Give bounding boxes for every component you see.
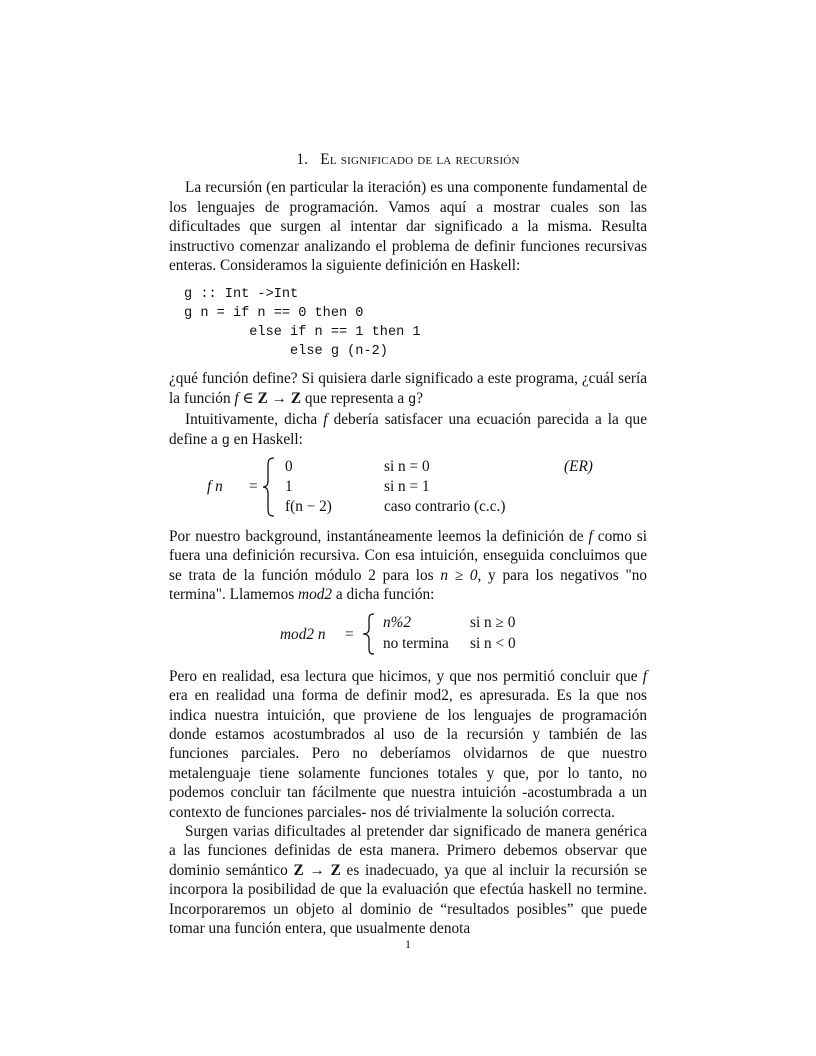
equals-sign: = — [249, 478, 258, 496]
math-f: f — [323, 411, 328, 429]
text-span: Por nuestro background, instantáneamente leemos la definición de — [169, 528, 589, 546]
paragraph-difficulties — [169, 822, 647, 938]
case-condition: si n = 1 — [384, 478, 430, 496]
text-span: como si fuera una definición recursiva. Con esa intuición, enseguida concluimos que se trata de la función módulo 2 para los — [169, 528, 647, 584]
case-value: n%2 — [383, 613, 412, 631]
math-arrow: → — [303, 861, 331, 879]
paragraph-intro: La recursión (en particular la iteración) es una componente fundamental de los lenguajes de programación. Vamos aquí a mostrar cuales son las dificultades que surgen al intentar dar significado a la misma. Resulta instructivo comenzar analizando el problema de definir funciones recursivas enteras. Consideramos la siguiente definición en Haskell: — [169, 179, 647, 275]
paragraph-reality — [169, 667, 647, 822]
equation-mod2 — [169, 613, 647, 657]
equation-lhs: mod2 n — [280, 625, 326, 643]
paragraph-background — [169, 527, 647, 605]
math-mod2: mod2 — [298, 586, 333, 604]
text-span: debería satisfacer una ecuación parecida a la que define a — [169, 411, 647, 448]
section-title: El significado de la recursión — [320, 151, 520, 168]
math-integers: Z — [257, 389, 268, 407]
case-condition: si n = 0 — [384, 458, 430, 476]
math-integers: Z — [330, 861, 341, 879]
code-line: else g (n-2) — [184, 344, 388, 360]
equation-er — [169, 457, 647, 519]
case-condition: si n < 0 — [470, 634, 516, 652]
text-span: es inadecuado, ya que al incluir la recursión se incorpora la posibilidad de que la evaluación que efectúa haskell no termine. Incorporaremos un objeto al dominio de “resultados posibles” que puede tomar una función entera, que usualmente denota — [169, 861, 647, 937]
text-span: Intuitivamente, dicha — [185, 411, 324, 429]
text-span: Pero en realidad, esa lectura que hicimos, y que nos permitió concluir que — [169, 667, 643, 685]
math-arrow: → — [267, 389, 291, 407]
equals-sign: = — [345, 625, 354, 643]
code-line: else if n == 1 then 1 — [184, 325, 421, 341]
text-span: era en realidad una forma de definir mod2, es apresurada. Es la que nos indica nuestra intuición, que proviene de los lenguajes de programación donde estamos acostumbrados al uso de la recursión y también de las funciones parciales. Pero no deberíamos olvidarnos de que nuestro metalenguaje tiene solamente funciones totales y que, por lo tanto, no podemos concluir tan fácilmente que nuestra intuición -acostumbrada a un contexto de funciones parciales- nos dé trivialmente la solución correcta. — [169, 687, 647, 821]
page-body — [169, 150, 647, 938]
section-number: 1. — [296, 151, 309, 168]
math-f: f — [588, 528, 593, 546]
text-span: que representa a — [301, 389, 409, 407]
code-g: g — [221, 433, 230, 449]
haskell-code-block — [184, 285, 647, 361]
code-g: g — [408, 392, 417, 408]
text-span: en Haskell: — [229, 430, 303, 448]
text-span: ? — [416, 389, 424, 407]
left-brace-icon — [362, 613, 376, 655]
left-brace-icon — [262, 457, 276, 517]
case-value: f(n − 2) — [285, 498, 332, 516]
section-heading — [169, 150, 647, 169]
math-integers: Z — [290, 389, 302, 407]
text-span: , y para los negativos "no termina". Llamemos — [169, 566, 647, 604]
text-span: ¿qué función define? Si quisiera darle significado a este programa, ¿cuál sería la función — [169, 370, 647, 407]
text-span: a dicha función: — [332, 586, 435, 604]
code-line: g n = if n == 0 then 0 — [184, 306, 364, 322]
equation-lhs: f n — [207, 478, 223, 496]
case-value: no termina — [383, 634, 449, 652]
case-value: 1 — [285, 478, 293, 496]
math-f: f — [642, 667, 647, 685]
case-value: 0 — [285, 458, 293, 476]
math-f: f — [234, 389, 239, 407]
page-number: 1 — [405, 937, 411, 951]
paragraph-intuition — [169, 410, 647, 451]
equation-tag: (ER) — [564, 458, 593, 476]
math-integers: Z — [293, 861, 304, 879]
case-condition: caso contrario (c.c.) — [384, 498, 506, 516]
math-condition: n ≥ 0 — [440, 566, 478, 584]
case-condition: si n ≥ 0 — [470, 613, 516, 631]
paragraph-question — [169, 369, 647, 410]
math-symbol: ∈ — [238, 389, 258, 407]
code-line: g :: Int ->Int — [184, 287, 299, 303]
text-span: Surgen varias dificultades al pretender dar significado de manera genérica a las funciones definidas de esta manera. Primero debemos observar que dominio semántico — [169, 822, 647, 879]
